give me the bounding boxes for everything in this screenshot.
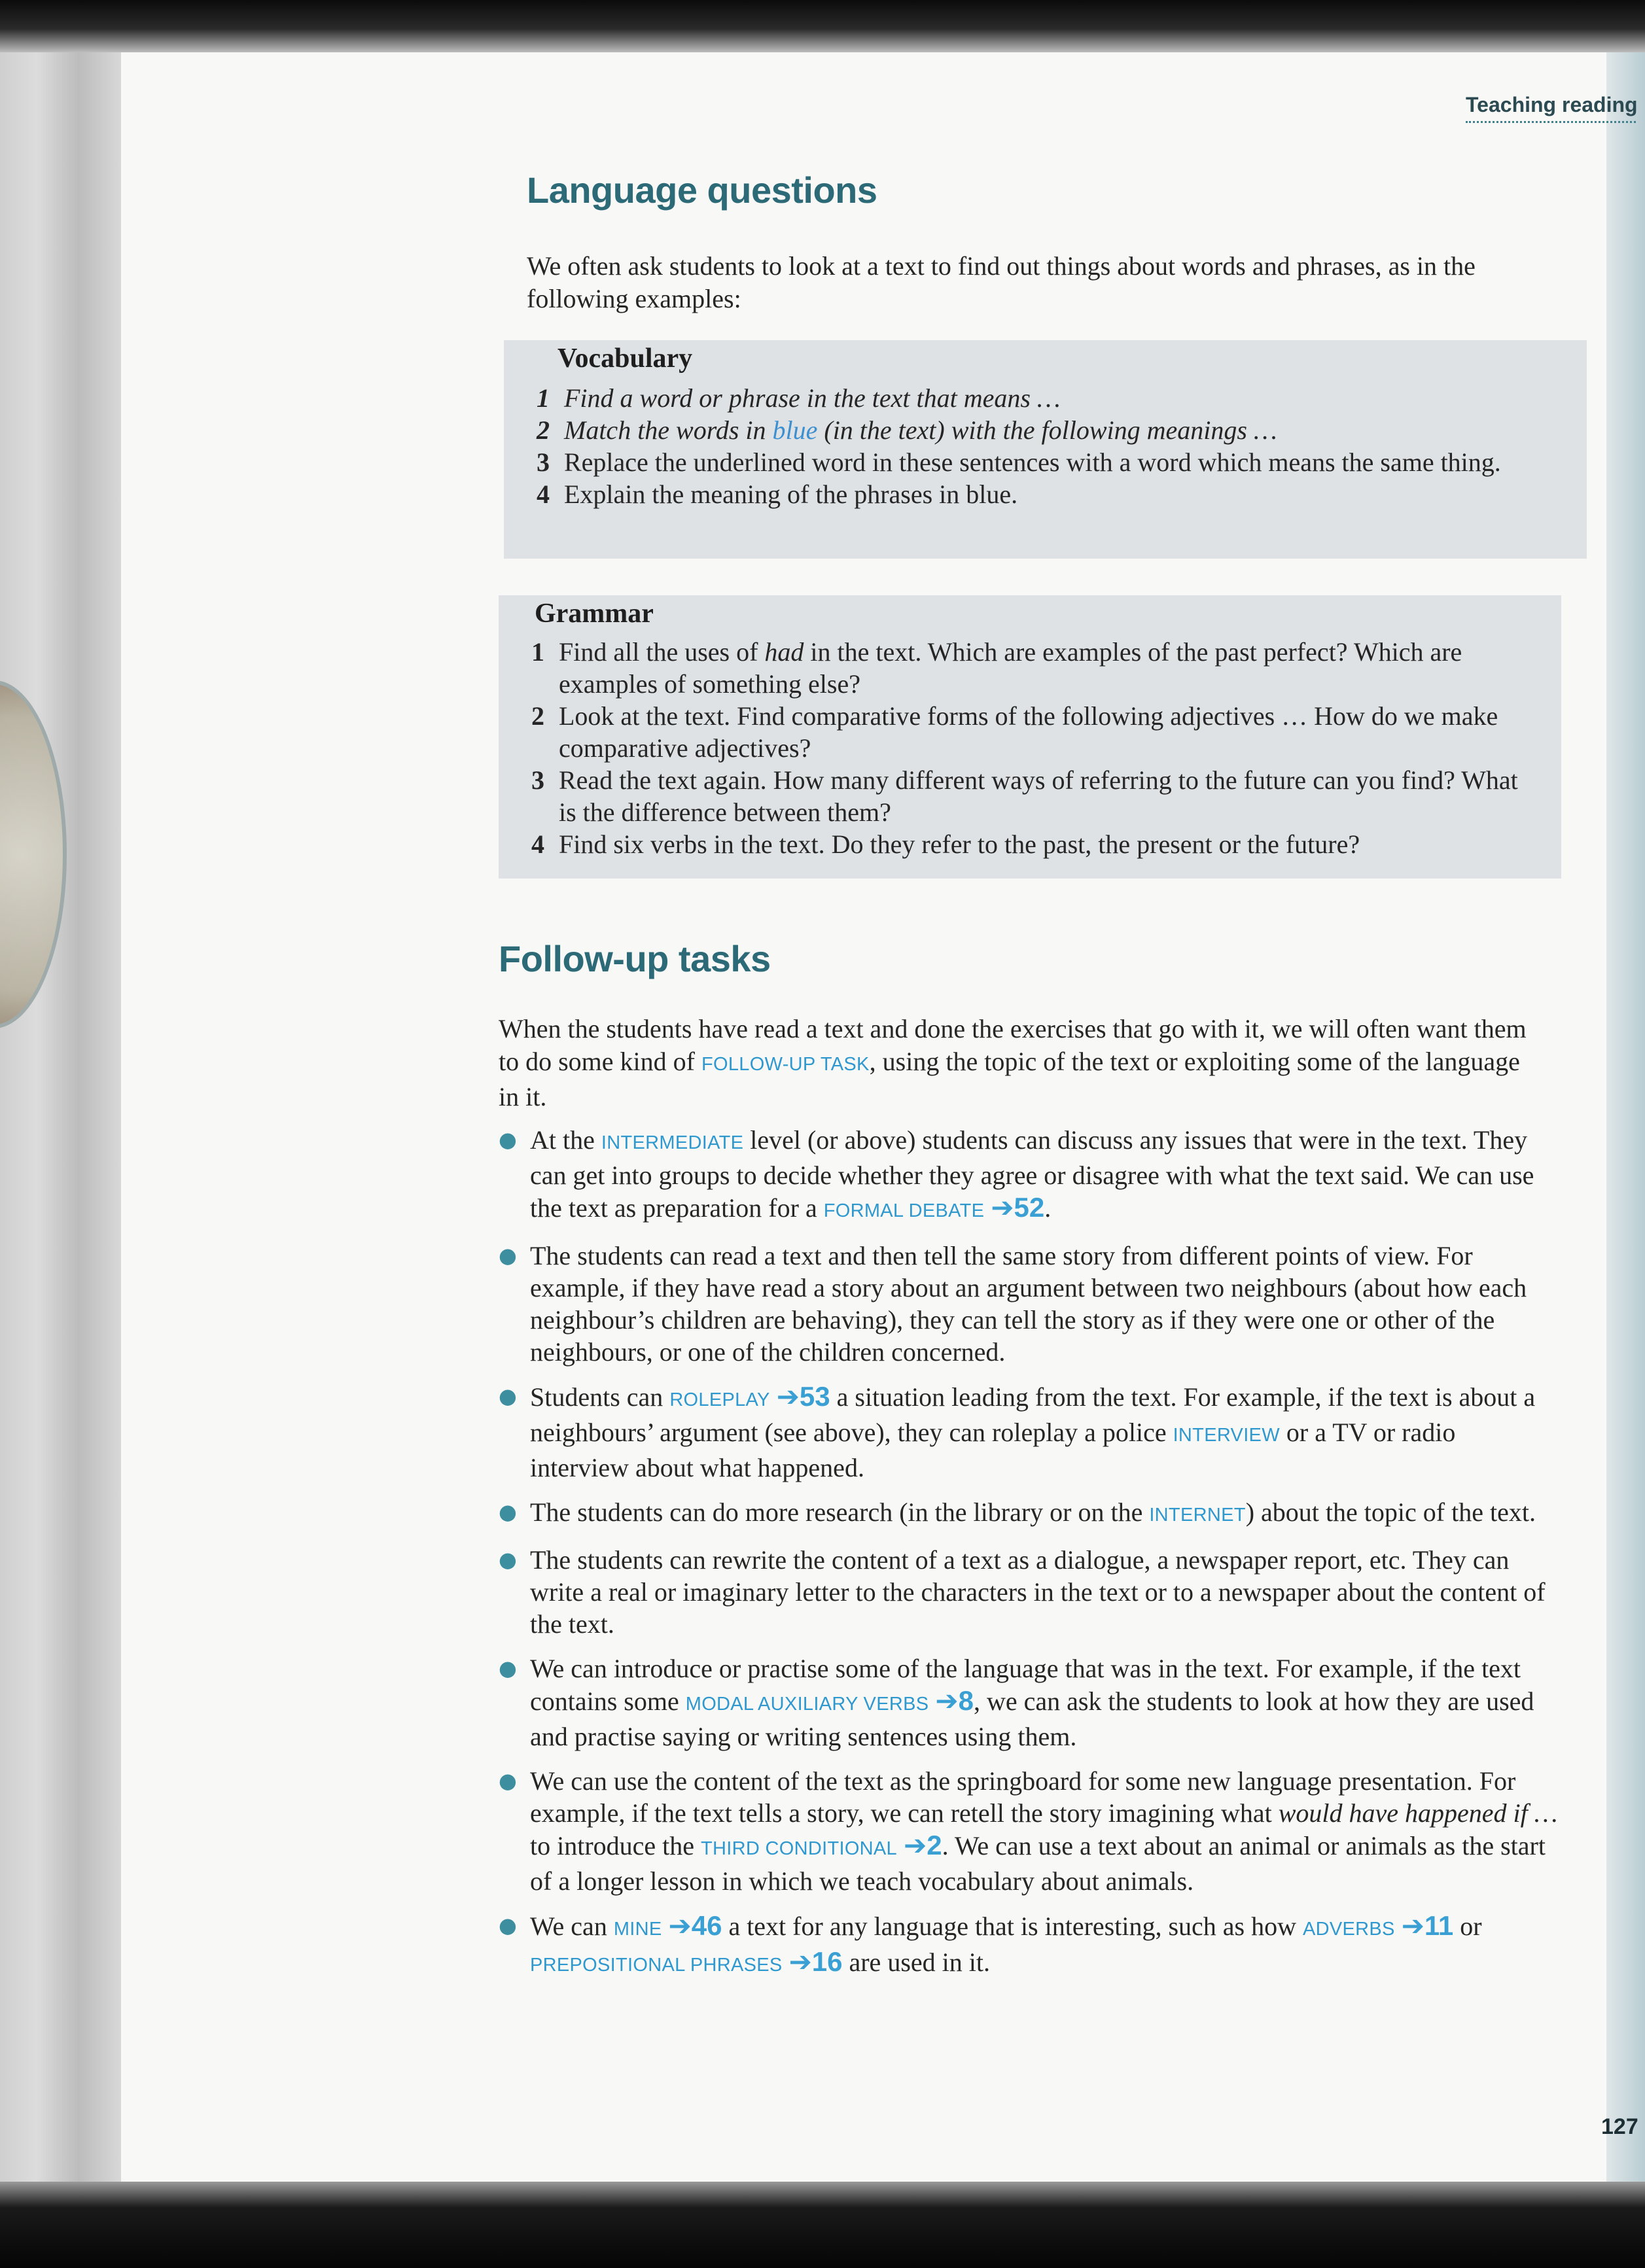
list-item: 1 Find a word or phrase in the text that means … [537, 383, 1061, 413]
grammar-list [531, 636, 1539, 860]
list-item: 2 Look at the text. Find comparative forms of the following adjectives … How do we make comparative adjectives? [531, 701, 1498, 763]
bullet-icon: ● [499, 1656, 517, 1681]
cross-ref-arrow: ➔52 [991, 1192, 1045, 1223]
cross-ref-arrow: ➔53 [776, 1381, 830, 1412]
book-gutter [0, 52, 121, 2182]
page-number: 127 [1601, 2114, 1638, 2139]
scan-bottom-edge [0, 2182, 1645, 2268]
cross-ref-arrow: ➔2 [904, 1830, 942, 1860]
list-item: 2 Match the words in blue (in the text) with the following meanings … [537, 415, 1277, 445]
scan-top-edge [0, 0, 1645, 52]
vocabulary-list [537, 382, 1557, 510]
cross-ref-key: FOLLOW-UP TASK [701, 1054, 870, 1075]
list-item: 1 Find all the uses of had in the text. Which are examples of the past perfect? Which are examples of something else? [531, 637, 1462, 699]
cross-ref-key: PREPOSITIONAL PHRASES [530, 1955, 783, 1976]
vocabulary-title: Vocabulary [557, 343, 693, 374]
bullet-icon: ● [499, 1127, 517, 1152]
bullet-item: ● The students can rewrite the content of a text as a dialogue, a newspaper report, etc. They can write a real or imaginary letter to the characters in the text or to a newspaper about the content of the text. [499, 1545, 1546, 1639]
grammar-title: Grammar [535, 599, 654, 629]
bullet-item: ● The students can read a text and then tell the same story from different points of view. For example, if they have read a story about an argument between two neighbours (about how each neighbour’s children are behaving), they can tell the story as if they were one or other of the neighbours, or one of the children concerned. [499, 1241, 1527, 1367]
vocabulary-panel [504, 340, 1587, 559]
page-edge-strip [1606, 52, 1645, 2182]
heading-follow-up-tasks: Follow-up tasks [499, 938, 771, 979]
bullet-icon: ● [499, 1243, 517, 1268]
cross-ref-arrow: ➔11 [1401, 1910, 1454, 1941]
cross-ref-arrow: ➔46 [668, 1910, 722, 1941]
bullet-item: ● At the INTERMEDIATE level (or above) students can discuss any issues that were in the text. They can get into groups to decide whether they agree or disagree with what the text said. We can use the text as preparation for a FORMAL DEBATE ➔52. [499, 1125, 1534, 1223]
bullet-icon: ● [499, 1768, 517, 1793]
cross-ref-arrow: ➔8 [935, 1685, 974, 1716]
bullet-item: ● Students can ROLEPLAY ➔53 a situation leading from the text. For example, if the text is about a neighbours’ argument (see above), they can roleplay a police INTERVIEW or a TV or radio interview about what happened. [499, 1381, 1536, 1482]
grammar-panel [499, 595, 1561, 879]
follow-up-intro: When the students have read a text and done the exercises that go with it, we will often want them to do some kind of FOLLOW-UP TASK, using the topic of the text or exploiting some of the language in it. [499, 1014, 1527, 1111]
bullet-item: ● We can introduce or practise some of the language that was in the text. For example, if the text contains some MODAL AUXILIARY VERBS ➔8, we can ask the students to look at how they are used and practise saying or writing sentences using them. [499, 1654, 1534, 1751]
running-head: Teaching reading [1466, 93, 1636, 123]
bullet-icon: ● [499, 1913, 517, 1938]
cross-ref-arrow: ➔16 [788, 1946, 843, 1977]
list-item: 4 Explain the meaning of the phrases in blue. [537, 480, 1018, 509]
blue-word: blue [772, 415, 818, 445]
list-item: 3 Replace the underlined word in these sentences with a word which means the same thing. [537, 447, 1501, 477]
bullet-icon: ● [499, 1384, 517, 1408]
cross-ref-key: ROLEPLAY [669, 1389, 770, 1410]
follow-up-bullet-list [499, 1124, 1559, 1994]
bullet-item: ● We can use the content of the text as the springboard for some new language presentation. For example, if the text tells a story, we can retell the story imagining what would have happened if … to introduce the THIRD CONDITIONAL ➔2. We can use a text about an animal or animals as the start of a longer lesson in which we teach vocabulary about animals. [499, 1766, 1558, 1896]
bullet-icon: ● [499, 1547, 517, 1572]
list-item: 4 Find six verbs in the text. Do they refer to the past, the present or the future? [531, 829, 1360, 859]
cross-ref-key: MINE [613, 1919, 662, 1940]
bullet-item: ● We can MINE ➔46 a text for any language that is interesting, such as how ADVERBS ➔11 or PREPOSITIONAL PHRASES ➔16 are used in it. [499, 1910, 1482, 1977]
cross-ref-key: FORMAL DEBATE [823, 1200, 985, 1221]
cross-ref-key: ADVERBS [1302, 1919, 1395, 1940]
cross-ref-key: INTERNET [1149, 1505, 1246, 1526]
bullet-icon: ● [499, 1499, 517, 1524]
facing-page-image [0, 680, 67, 1028]
heading-language-questions: Language questions [527, 169, 877, 211]
cross-ref-key: MODAL AUXILIARY VERBS [685, 1694, 929, 1715]
language-questions-intro: We often ask students to look at a text to find out things about words and phrases, as in the following examples: [527, 251, 1476, 313]
list-item: 3 Read the text again. How many different ways of referring to the future can you find? What is the difference between them? [531, 765, 1518, 827]
cross-ref-key: INTERVIEW [1173, 1425, 1280, 1446]
bullet-item: ● The students can do more research (in the library or on the INTERNET) about the topic of the text. [499, 1497, 1536, 1527]
cross-ref-key: THIRD CONDITIONAL [701, 1838, 897, 1859]
cross-ref-key: INTERMEDIATE [601, 1132, 744, 1153]
